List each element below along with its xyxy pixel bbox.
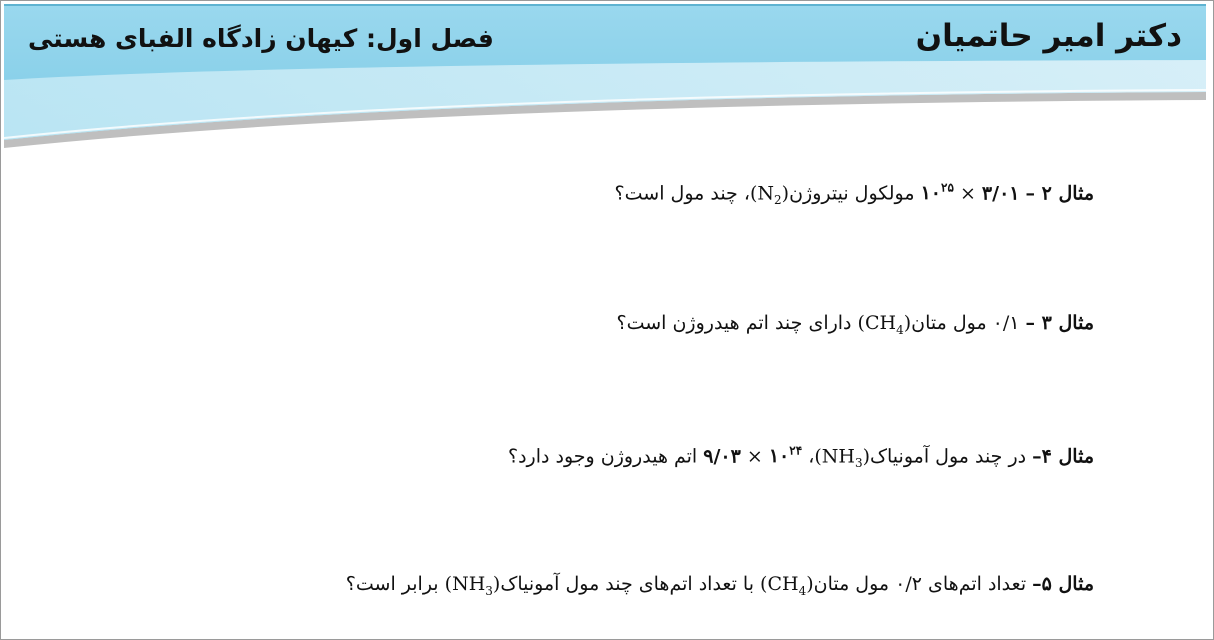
- example-2-subscript: 2: [774, 193, 782, 208]
- chapter-title: فصل اول: کیهان زادگاه الفبای هستی: [28, 24, 494, 53]
- example-4-times: ×: [746, 445, 763, 468]
- example-3-label: مثال ۳ –: [1025, 312, 1094, 334]
- example-5-subscript-1: 4: [798, 583, 807, 598]
- example-5: [346, 573, 1094, 598]
- example-4-exponent: ۲۴: [789, 444, 803, 458]
- example-3-subscript: 4: [896, 322, 904, 337]
- example-2-power: [921, 182, 954, 204]
- example-4-text-a: در چند مول آمونیاک(NH: [821, 445, 1027, 468]
- example-5-text-c: ) برابر است؟: [345, 573, 453, 595]
- example-2-text-a: مولکول نیتروژن(N: [757, 182, 915, 205]
- example-4-number: ۹/۰۳: [703, 445, 741, 468]
- example-5-text-a: تعداد اتم‌های ۰/۲ مول متان(CH: [767, 573, 1027, 595]
- example-2-number: ۳/۰۱: [981, 182, 1020, 205]
- example-2-text-b: )، چند مول است؟: [614, 182, 758, 205]
- example-3-text-a: ۰/۱ مول متان(CH: [864, 312, 1020, 334]
- example-4-text-c: اتم هیدروژن وجود دارد؟: [508, 445, 698, 468]
- example-4: [508, 444, 1094, 470]
- example-5-text-b: ) با تعداد اتم‌های چند مول آمونیاک(NH: [452, 573, 768, 595]
- example-4-text-b: )،: [808, 445, 822, 468]
- example-2: [615, 181, 1094, 207]
- example-3-text-b: ) دارای چند اتم هیدروژن است؟: [616, 312, 865, 334]
- example-2-times: ×: [959, 182, 976, 205]
- header-banner: [0, 0, 1214, 150]
- example-2-exponent: ۲۵: [941, 181, 954, 195]
- example-2-base: ۱۰: [920, 182, 942, 205]
- example-4-label: مثال ۴–: [1032, 445, 1094, 468]
- example-5-label: مثال ۵–: [1032, 573, 1094, 595]
- example-4-power: [769, 445, 802, 467]
- example-4-subscript: 3: [854, 456, 863, 471]
- author-title: دکتر امیر حاتمیان: [915, 18, 1182, 54]
- example-3: [616, 312, 1094, 337]
- example-5-subscript-2: 3: [485, 583, 493, 598]
- example-4-base: ۱۰: [768, 445, 790, 468]
- example-2-label: مثال ۲ –: [1025, 182, 1094, 205]
